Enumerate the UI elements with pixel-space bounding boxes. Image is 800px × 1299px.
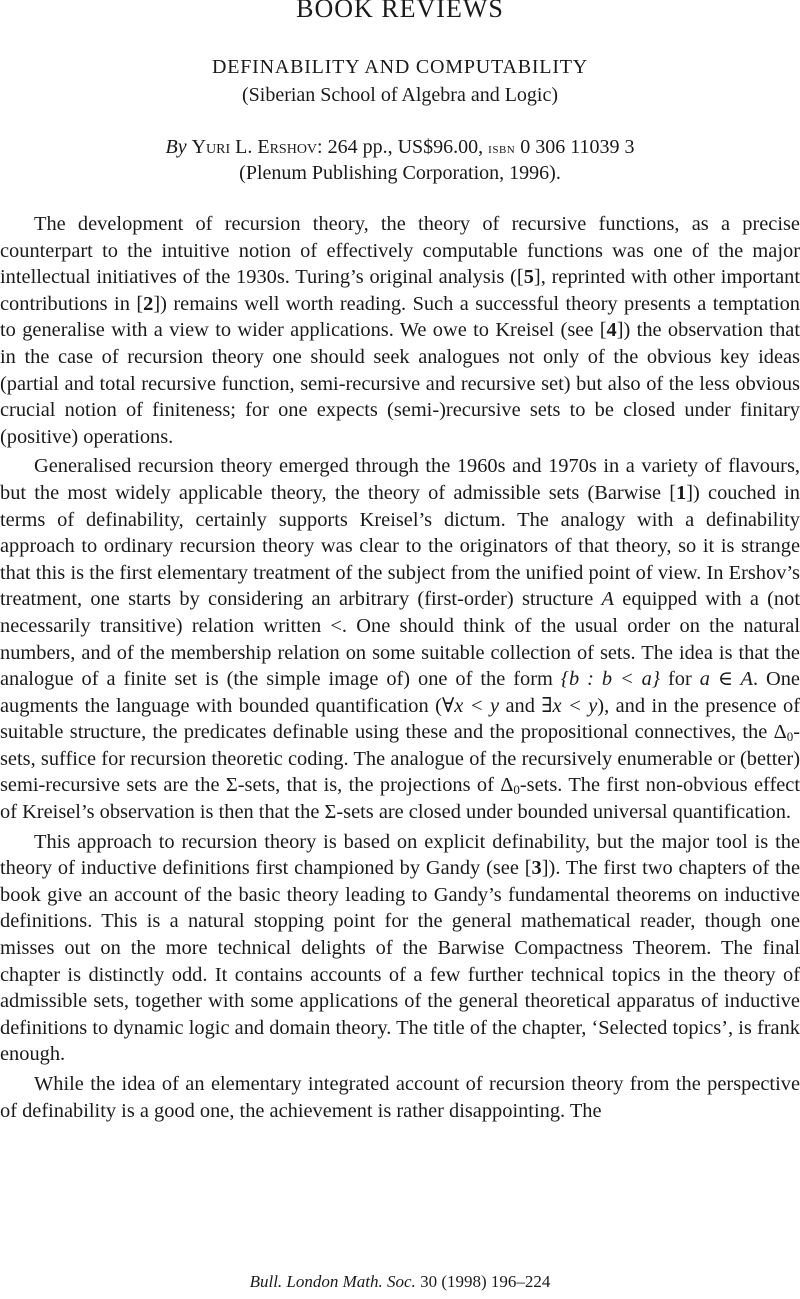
citation-ref: 4 — [606, 319, 617, 342]
math-expression: a ∈ A — [699, 668, 753, 691]
text-span: ], reprinted with other important contributions in [ — [0, 266, 800, 315]
journal-volume: 30 — [420, 1272, 438, 1291]
book-details: : 264 pp., US$96.00, — [317, 136, 484, 158]
book-title: DEFINABILITY AND COMPUTABILITY — [211, 56, 589, 78]
text-span: -sets, suffice for recursion theoretic coding. The analogue of the recursively enumerable or (better) semi-recursive sets are the Σ-sets, that is, the projections of Δ — [0, 721, 800, 797]
paragraph-1 — [0, 211, 800, 450]
isbn-number: 0 306 11039 3 — [520, 136, 635, 158]
journal-footer — [0, 1272, 800, 1292]
citation-ref: 5 — [523, 266, 534, 289]
isbn-label: isbn — [488, 141, 516, 157]
citation-ref: 3 — [531, 857, 542, 880]
text-span: ]). The first two chapters of the book give an account of the basic theory leading to Gandy’s fundamental theorems on inductive definitions. This is a natural stopping point for the general mathematical reader, though one misses out on the more technical delights of the Barwise Compactness Theorem. The final chapter is distinctly odd. It contains accounts of a few further technical topics in the theory of admissible sets, together with some applications of the general theoretical apparatus of inductive definitions to dynamic logic and domain theory. The title of the chapter, ‘Selected topics’, is frank enough. — [0, 857, 800, 1066]
by-label: By — [165, 136, 187, 158]
text-span: ]) the observation that in the case of recursion theory one should seek analogues not only of the obvious key ideas (partial and total recursive function, semi-recursive and recursive set) but also of the less obvious crucial notion of finiteness; for one expects (semi-)recursive sets to be closed under finitary (positive) operations. — [0, 319, 800, 448]
subscript: 0 — [786, 729, 794, 745]
text-span: for — [660, 668, 700, 691]
paragraph-2 — [0, 453, 800, 825]
journal-year-pages: (1998) 196–224 — [441, 1272, 551, 1291]
text-span: The development of recursion theory, the theory of recursive functions, as a precise counterpart to the intuitive notion of effectively computable functions was one of the major intellectual initiatives of the 1930s. Turing’s original analysis ([ — [0, 213, 800, 289]
running-head: BOOK REVIEWS — [296, 0, 504, 23]
text-span: This approach to recursion theory is based on explicit definability, but the major tool is the theory of inductive definitions first championed by Gandy (see [ — [0, 830, 800, 880]
review-body — [0, 211, 800, 1127]
citation-ref: 1 — [676, 481, 687, 504]
math-expression: ∀x < y — [441, 694, 500, 717]
math-symbol: A — [601, 588, 615, 611]
book-publisher: (Plenum Publishing Corporation, 1996). — [239, 162, 561, 184]
book-series: (Siberian School of Algebra and Logic) — [241, 84, 559, 106]
text-span: -sets. The first non-obvious effect of Kreisel’s observation is then that the Σ-sets are closed under bounded universal quantification. — [0, 774, 800, 824]
text-span: Generalised recursion theory emerged through the 1960s and 1970s in a variety of flavours, but the most widely applicable theory, the theory of admissible sets (Barwise [ — [0, 455, 800, 504]
text-span: ]) couched in terms of definability, certainly supports Kreisel’s dictum. The analogy with a definability approach to ordinary recursion theory was clear to the originators of that theory, so it is strange that this is the first elementary treatment of the subject from the unified point of view. In Ershov’s treatment, one starts by considering an arbitrary (first-order) structure — [0, 481, 800, 611]
math-expression: {b : b < a} — [560, 668, 661, 691]
math-expression: ∃x < y — [541, 694, 598, 717]
paragraph-3 — [0, 829, 800, 1068]
book-byline — [0, 134, 800, 162]
text-span: equipped with a (not necessarily transitive) relation written <. One should think of the usual order on the natural numbers, and of the membership relation on some suitable collection of sets. The idea is that the analogue of a finite set is (the simple image of) one of the form — [0, 588, 800, 691]
citation-ref: 2 — [143, 292, 154, 315]
book-author: Yuri L. Ershov — [191, 136, 318, 158]
journal-name: Bull. London Math. Soc. — [249, 1272, 416, 1291]
text-span: . One augments the language with bounded quantification ( — [0, 668, 800, 717]
text-span: ), and in the presence of suitable structure, the predicates definable using these and the propositional connectives, the Δ — [0, 694, 800, 744]
text-span: and — [499, 694, 542, 717]
text-span: ]) remains well worth reading. Such a successful theory presents a temptation to generalise with a view to wider applications. We owe to Kreisel (see [ — [0, 292, 800, 342]
subscript: 0 — [513, 782, 520, 798]
text-span: While the idea of an elementary integrated account of recursion theory from the perspective of definability is a good one, the achievement is rather disappointing. The — [0, 1073, 800, 1122]
paragraph-4 — [0, 1071, 800, 1124]
